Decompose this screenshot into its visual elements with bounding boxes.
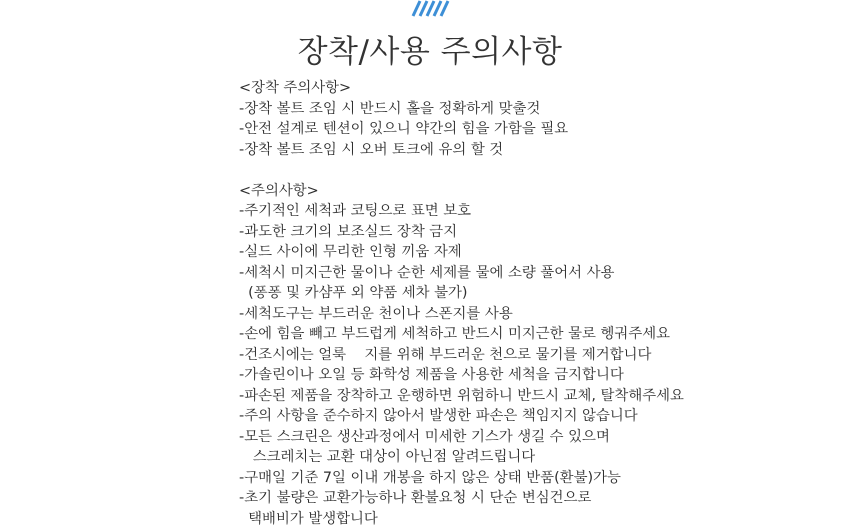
- notice-content: [239, 78, 839, 529]
- section-heading: <주의사항>: [239, 181, 839, 202]
- notice-line: -장착 볼트 조임 시 반드시 홀을 정확하게 맞출것: [239, 99, 839, 120]
- notice-line: -건조시에는 얼룩 지를 위해 부드러운 천으로 물기를 제거합니다: [239, 345, 839, 366]
- notice-line: -안전 설계로 텐션이 있으니 약간의 힘을 가함을 필요: [239, 119, 839, 140]
- notice-line: -파손된 제품을 장착하고 운행하면 위험하니 반드시 교체, 탈착해주세요: [239, 386, 839, 407]
- notice-line: -손에 힘을 빼고 부드럽게 세척하고 반드시 미지근한 물로 헹궈주세요: [239, 324, 839, 345]
- notice-line: -모든 스크린은 생산과정에서 미세한 기스가 생길 수 있으며: [239, 427, 839, 448]
- notice-line: -가솔린이나 오일 등 화학성 제품을 사용한 세척을 금지합니다: [239, 365, 839, 386]
- notice-line: -실드 사이에 무리한 인형 끼움 자제: [239, 242, 839, 263]
- page-title: 장착/사용 주의사항: [0, 26, 860, 71]
- notice-line: -주기적인 세척과 코팅으로 표면 보호: [239, 201, 839, 222]
- mounting-caution-section: [239, 78, 839, 160]
- notice-line: -초기 불량은 교환가능하나 환불요청 시 단순 변심건으로: [239, 488, 839, 509]
- general-caution-section: [239, 181, 839, 529]
- notice-line: (퐁퐁 및 카샴푸 외 약품 세차 불가): [239, 283, 839, 304]
- notice-line: 택배비가 발생합니다: [239, 509, 839, 529]
- section-heading: <장착 주의사항>: [239, 78, 839, 99]
- notice-line: -장착 볼트 조임 시 오버 토크에 유의 할 것: [239, 140, 839, 161]
- notice-line: -과도한 크기의 보조실드 장착 금지: [239, 222, 839, 243]
- notice-line: -주의 사항을 준수하지 않아서 발생한 파손은 책임지지 않습니다: [239, 406, 839, 427]
- notice-line: -세척도구는 부드러운 천이나 스폰지를 사용: [239, 304, 839, 325]
- notice-line: -구매일 기준 7일 이내 개봉을 하지 않은 상태 반품(환불)가능: [239, 468, 839, 489]
- decorative-stripes-icon: [410, 0, 450, 18]
- notice-line: 스크레치는 교환 대상이 아닌점 알려드립니다: [239, 447, 839, 468]
- notice-line: -세척시 미지근한 물이나 순한 세제를 물에 소량 풀어서 사용: [239, 263, 839, 284]
- section-spacer: [239, 160, 839, 181]
